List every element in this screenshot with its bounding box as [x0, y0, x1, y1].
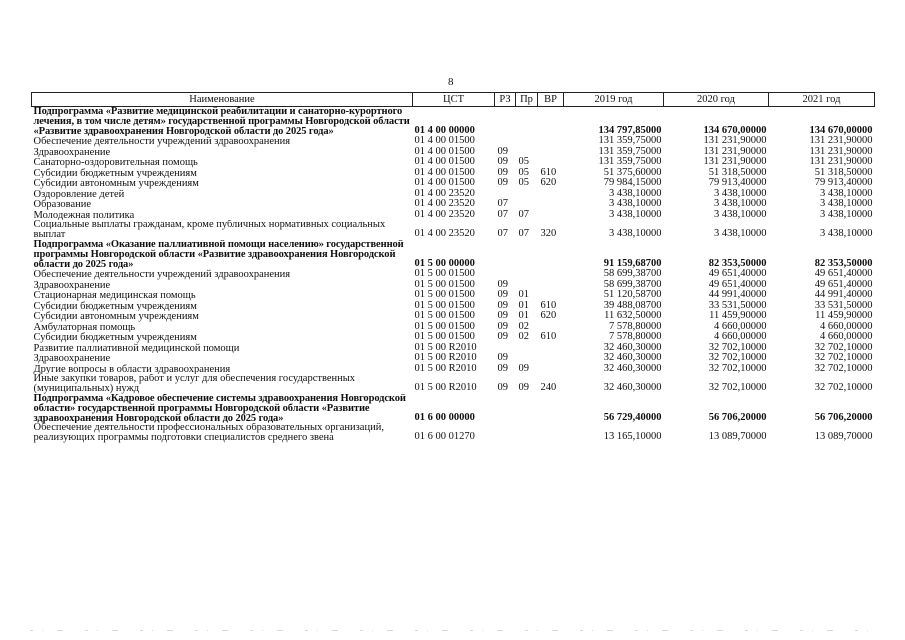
cell-rz — [495, 240, 516, 269]
cell-2021: 49 651,40000 — [814, 269, 873, 280]
cell-2019: 56 729,40000 — [603, 411, 662, 423]
cell-vr — [538, 199, 564, 210]
cell-2019: 7 578,80000 — [609, 321, 662, 332]
cell-pr: 05 — [518, 167, 529, 178]
cell-2021: 32 702,10000 — [814, 342, 873, 353]
table-row — [32, 178, 875, 189]
cell-rz: 09 — [497, 382, 508, 394]
cell-name: Социальные выплаты гражданам, кроме публичных нормативных социальных выплат — [33, 220, 386, 240]
cell-rz: 09 — [497, 167, 508, 178]
cell-cst: 01 5 00 01500 — [414, 332, 475, 343]
cell-name: Молодежная политика — [33, 209, 135, 221]
cell-rz: 09 — [497, 332, 508, 343]
cell-2020: 131 231,90000 — [703, 157, 767, 168]
cell-vr — [538, 322, 564, 333]
cell-vr: 620 — [540, 178, 557, 189]
cell-vr: 610 — [540, 332, 557, 343]
cell-2020: 13 089,70000 — [708, 431, 767, 443]
cell-vr — [538, 280, 564, 291]
cell-2021: 56 706,20000 — [814, 411, 873, 423]
cell-2019: 58 699,38700 — [603, 279, 662, 290]
cell-pr: 01 — [518, 311, 529, 322]
cell-pr — [516, 107, 538, 137]
cell-name: Подпрограмма «Кадровое обеспечение системы здравоохранения Новгородской области» государственной программы Новгородской области «Развитие здравоохранения Новгородской области до 2025 года» — [33, 393, 406, 424]
cell-pr — [516, 423, 538, 443]
cell-rz: 09 — [497, 300, 508, 311]
cell-cst: 01 4 00 23520 — [414, 188, 475, 199]
cell-vr: 610 — [540, 167, 557, 178]
table-row — [32, 301, 875, 312]
cell-pr — [516, 189, 538, 200]
cell-name: Стационарная медицинская помощь — [33, 290, 196, 301]
cell-2021: 13 089,70000 — [814, 431, 873, 443]
cell-2021: 131 231,90000 — [809, 146, 873, 157]
cell-pr — [516, 353, 538, 364]
cell-vr — [538, 290, 564, 301]
cell-rz: 09 — [497, 311, 508, 322]
cell-pr: 02 — [518, 332, 529, 343]
subprogram-row — [32, 240, 875, 269]
cell-vr — [538, 423, 564, 443]
cell-name: Субсидии автономным учреждениям — [33, 178, 199, 189]
header-2020: 2020 год — [664, 93, 769, 107]
header-rz: РЗ — [495, 93, 516, 107]
table-row — [32, 147, 875, 158]
cell-2019: 32 460,30000 — [603, 382, 662, 394]
cell-2020: 4 660,00000 — [714, 321, 767, 332]
table-row — [32, 364, 875, 375]
cell-2019: 39 488,08700 — [603, 300, 662, 311]
cell-pr: 05 — [518, 157, 529, 168]
table-row — [32, 423, 875, 443]
table-row — [32, 136, 875, 147]
header-2021: 2021 год — [769, 93, 875, 107]
cell-name: Обеспечение деятельности профессиональных образовательных организаций, реализующих программы подготовки специалистов среднего звена — [33, 423, 384, 443]
cell-cst: 01 5 00 01500 — [414, 321, 475, 332]
cell-cst: 01 4 00 01500 — [414, 157, 475, 168]
cell-pr — [516, 147, 538, 158]
cell-name: Подпрограмма «Оказание паллиативной помощи населению» государственной программы Новгородской области «Развитие здравоохранения Новгородской области до 2025 года» — [33, 239, 404, 270]
cell-2019: 32 460,30000 — [603, 342, 662, 353]
table-row — [32, 189, 875, 200]
cell-2019: 134 797,85000 — [598, 124, 662, 136]
cell-rz: 07 — [497, 199, 508, 210]
cell-rz: 09 — [497, 178, 508, 189]
header-2019: 2019 год — [564, 93, 664, 107]
cell-vr: 620 — [540, 311, 557, 322]
cell-2021: 82 353,50000 — [814, 257, 873, 269]
cell-2021: 49 651,40000 — [814, 279, 873, 290]
cell-rz — [495, 394, 516, 423]
cell-2021: 4 660,00000 — [820, 332, 873, 343]
table-row — [32, 168, 875, 179]
table-row — [32, 332, 875, 343]
cell-2020: 32 702,10000 — [708, 342, 767, 353]
cell-rz: 09 — [497, 363, 508, 374]
cell-2021: 3 438,10000 — [820, 209, 873, 220]
cell-name: Здравоохранение — [33, 353, 111, 364]
cell-name: Другие вопросы в области здравоохранения — [33, 363, 231, 375]
cell-2019: 79 984,15000 — [603, 178, 662, 189]
cell-2021: 3 438,10000 — [820, 188, 873, 199]
cell-rz — [495, 136, 516, 147]
cell-rz — [495, 189, 516, 200]
cell-cst: 01 5 00 00000 — [414, 257, 475, 269]
cell-rz: 09 — [497, 146, 508, 157]
cell-cst: 01 5 00 01500 — [414, 290, 475, 301]
cell-2021: 11 459,90000 — [815, 311, 873, 322]
table-header — [32, 93, 875, 107]
cell-2020: 32 702,10000 — [708, 382, 767, 394]
cell-name: Здравоохранение — [33, 146, 111, 158]
cell-rz: 09 — [497, 290, 508, 301]
cell-2020: 4 660,00000 — [714, 332, 767, 343]
cell-cst: 01 5 00 01500 — [414, 279, 475, 290]
cell-2019: 3 438,10000 — [609, 209, 662, 220]
cell-name: Субсидии бюджетным учреждениям — [33, 167, 197, 179]
cell-2020: 32 702,10000 — [708, 353, 767, 364]
cell-2020: 51 318,50000 — [708, 167, 767, 178]
cell-pr: 09 — [518, 363, 529, 374]
cell-name: Субсидии бюджетным учреждениям — [33, 332, 197, 343]
table-row — [32, 157, 875, 168]
cell-name: Санаторно-оздоровительная помощь — [33, 157, 198, 168]
cell-rz — [495, 107, 516, 137]
cell-rz: 09 — [497, 353, 508, 364]
cell-vr: 320 — [540, 228, 557, 240]
cell-2020: 134 670,00000 — [703, 124, 767, 136]
cell-2020: 49 651,40000 — [708, 269, 767, 280]
scan-edge-artifact — [30, 629, 870, 632]
cell-rz — [495, 343, 516, 354]
cell-2020: 32 702,10000 — [708, 363, 767, 374]
cell-vr — [538, 343, 564, 354]
subprogram-row — [32, 394, 875, 423]
cell-2019: 3 438,10000 — [609, 199, 662, 210]
table-row — [32, 199, 875, 210]
cell-name: Иные закупки товаров, работ и услуг для обеспечения государственных (муниципальных) нужд — [33, 374, 356, 394]
cell-2021: 79 913,40000 — [814, 178, 873, 189]
cell-2020: 3 438,10000 — [714, 188, 767, 199]
cell-2020: 82 353,50000 — [708, 257, 767, 269]
cell-name: Обеспечение деятельности учреждений здравоохранения — [33, 136, 291, 147]
cell-rz — [495, 423, 516, 443]
table-row — [32, 269, 875, 280]
cell-2019: 131 359,75000 — [598, 146, 662, 157]
cell-cst: 01 4 00 23520 — [414, 199, 475, 210]
cell-2020: 44 991,40000 — [708, 290, 767, 301]
cell-2020: 3 438,10000 — [714, 228, 767, 240]
cell-2021: 44 991,40000 — [814, 290, 873, 301]
cell-name: Подпрограмма «Развитие медицинской реабилитации и санаторно-курортного лечения, в том числе детям» государственной программы Новгородской области «Развитие здравоохранения Новгородской области до 2025 года» — [33, 106, 410, 137]
cell-name: Амбулаторная помощь — [33, 321, 136, 333]
cell-2021: 131 231,90000 — [809, 136, 873, 147]
header-pr: Пр — [516, 93, 538, 107]
cell-2021: 32 702,10000 — [814, 382, 873, 394]
cell-vr — [538, 157, 564, 168]
cell-vr — [538, 136, 564, 147]
cell-pr — [516, 136, 538, 147]
cell-2021: 3 438,10000 — [820, 199, 873, 210]
cell-name: Оздоровление детей — [33, 188, 125, 200]
cell-vr — [538, 107, 564, 137]
cell-cst: 01 5 00 01500 — [414, 311, 475, 322]
cell-cst: 01 5 00 01500 — [414, 300, 475, 311]
cell-2021: 51 318,50000 — [814, 167, 873, 178]
table-row — [32, 353, 875, 364]
cell-pr — [516, 240, 538, 269]
table-row — [32, 343, 875, 354]
cell-pr: 07 — [518, 228, 529, 240]
cell-2019: 131 359,75000 — [598, 157, 662, 168]
cell-2019: 13 165,10000 — [603, 431, 662, 443]
cell-2019: 11 632,50000 — [604, 311, 662, 322]
cell-cst: 01 4 00 01500 — [414, 136, 475, 147]
cell-2020: 79 913,40000 — [708, 178, 767, 189]
header-cst: ЦСТ — [413, 93, 495, 107]
cell-cst: 01 4 00 23520 — [414, 228, 475, 240]
cell-pr — [516, 280, 538, 291]
cell-pr — [516, 269, 538, 280]
cell-pr — [516, 343, 538, 354]
cell-pr: 02 — [518, 321, 529, 332]
cell-name: Здравоохранение — [33, 279, 111, 291]
cell-2019: 131 359,75000 — [598, 136, 662, 147]
table-row — [32, 210, 875, 221]
header-name: Наименование — [32, 93, 413, 107]
table-row — [32, 374, 875, 394]
cell-pr — [516, 394, 538, 423]
cell-2021: 32 702,10000 — [814, 353, 873, 364]
cell-cst: 01 4 00 01500 — [414, 178, 475, 189]
cell-vr: 240 — [540, 382, 557, 394]
cell-rz: 09 — [497, 157, 508, 168]
cell-pr: 01 — [518, 300, 529, 311]
cell-2021: 33 531,50000 — [814, 300, 873, 311]
cell-vr — [538, 269, 564, 280]
table-body — [32, 107, 875, 443]
cell-pr: 01 — [518, 290, 529, 301]
cell-name: Развитие паллиативной медицинской помощи — [33, 342, 240, 354]
cell-vr — [538, 353, 564, 364]
cell-cst: 01 5 00 01500 — [414, 269, 475, 280]
cell-cst: 01 4 00 01500 — [414, 146, 475, 157]
cell-rz — [495, 269, 516, 280]
cell-cst: 01 5 00 R2010 — [414, 353, 477, 364]
cell-rz: 09 — [497, 279, 508, 290]
cell-2020: 33 531,50000 — [708, 300, 767, 311]
table-row — [32, 280, 875, 291]
cell-cst: 01 4 00 00000 — [414, 124, 475, 136]
cell-cst: 01 6 00 00000 — [414, 411, 475, 423]
cell-2021: 32 702,10000 — [814, 363, 873, 374]
cell-2021: 131 231,90000 — [809, 157, 873, 168]
cell-2021: 134 670,00000 — [809, 124, 873, 136]
cell-vr — [538, 189, 564, 200]
cell-vr — [538, 147, 564, 158]
cell-cst: 01 4 00 01500 — [414, 167, 475, 178]
cell-2019: 58 699,38700 — [603, 269, 662, 280]
cell-cst: 01 6 00 01270 — [414, 431, 475, 443]
table-row — [32, 311, 875, 322]
cell-2020: 131 231,90000 — [703, 136, 767, 147]
table-row — [32, 220, 875, 240]
cell-vr — [538, 394, 564, 423]
cell-2021: 3 438,10000 — [820, 228, 873, 240]
cell-2020: 3 438,10000 — [714, 199, 767, 210]
budget-table — [31, 92, 875, 443]
cell-2019: 3 438,10000 — [609, 188, 662, 199]
subprogram-row — [32, 107, 875, 137]
cell-rz: 07 — [497, 228, 508, 240]
cell-name: Обеспечение деятельности учреждений здравоохранения — [33, 269, 291, 280]
cell-cst: 01 5 00 R2010 — [414, 363, 477, 374]
cell-2020: 49 651,40000 — [708, 279, 767, 290]
cell-2020: 56 706,20000 — [708, 411, 767, 423]
cell-pr: 07 — [518, 209, 529, 220]
cell-name: Образование — [33, 199, 92, 210]
table-row — [32, 322, 875, 333]
table-row — [32, 290, 875, 301]
cell-cst: 01 5 00 R2010 — [414, 342, 477, 353]
cell-2019: 51 375,60000 — [603, 167, 662, 178]
cell-2020: 3 438,10000 — [714, 209, 767, 220]
cell-cst: 01 4 00 23520 — [414, 209, 475, 220]
cell-2019: 91 159,68700 — [603, 257, 662, 269]
cell-2019: 7 578,80000 — [609, 332, 662, 343]
cell-pr: 05 — [518, 178, 529, 189]
cell-vr — [538, 240, 564, 269]
cell-2019: 51 120,58700 — [603, 290, 662, 301]
cell-cst: 01 5 00 R2010 — [414, 382, 477, 394]
cell-2019: 3 438,10000 — [609, 228, 662, 240]
cell-pr: 09 — [518, 382, 529, 394]
page-number: 8 — [448, 76, 454, 88]
cell-2021: 4 660,00000 — [820, 321, 873, 332]
cell-pr — [516, 199, 538, 210]
cell-vr — [538, 210, 564, 221]
cell-2019: 32 460,30000 — [603, 363, 662, 374]
cell-2020: 11 459,90000 — [709, 311, 767, 322]
cell-2019: 32 460,30000 — [603, 353, 662, 364]
cell-name: Субсидии автономным учреждениям — [33, 311, 199, 322]
cell-vr: 610 — [540, 300, 557, 311]
cell-rz: 09 — [497, 321, 508, 332]
cell-rz: 07 — [497, 209, 508, 220]
cell-2020: 131 231,90000 — [703, 146, 767, 157]
header-vr: ВР — [538, 93, 564, 107]
cell-name: Субсидии бюджетным учреждениям — [33, 300, 197, 312]
cell-vr — [538, 364, 564, 375]
